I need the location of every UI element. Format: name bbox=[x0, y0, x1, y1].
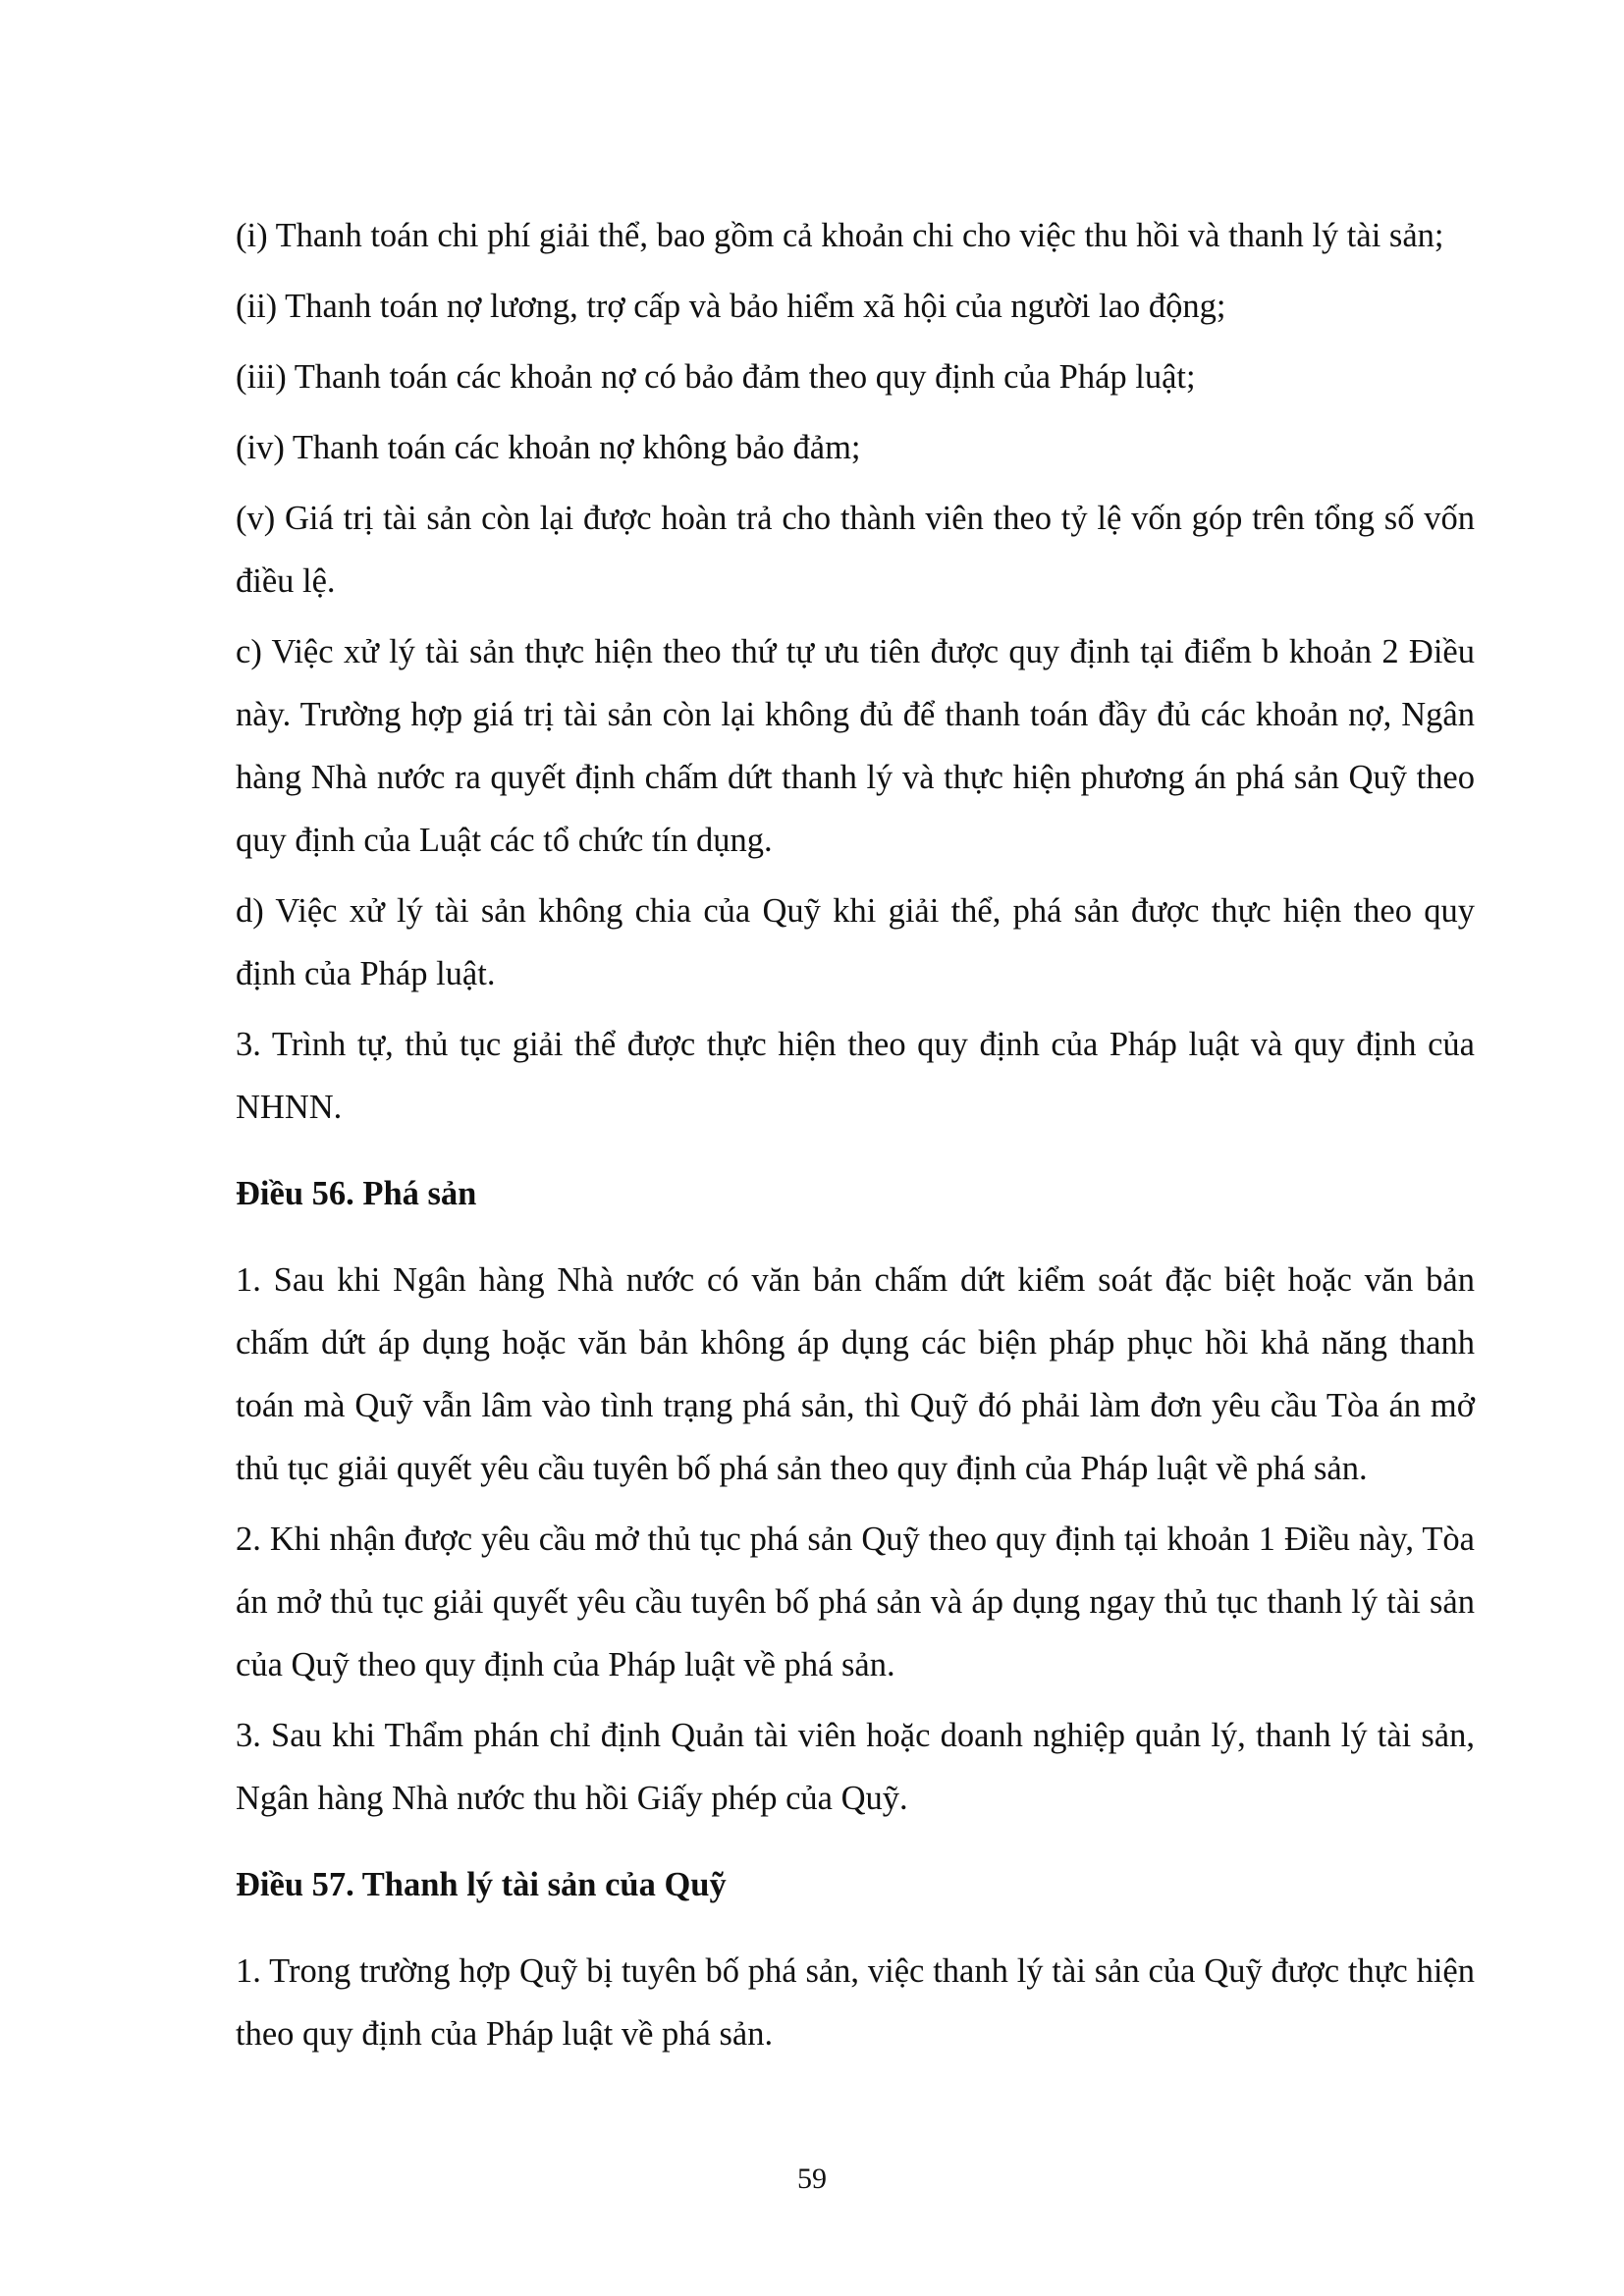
paragraph-payment-ii: (ii) Thanh toán nợ lương, trợ cấp và bảo hiểm xã hội của người lao động; bbox=[236, 288, 1226, 325]
paragraph-payment-v: (v) Giá trị tài sản còn lại được hoàn trả cho thành viên theo tỷ lệ vốn góp trên tổng số vốn điều lệ. bbox=[236, 500, 1475, 600]
document-body bbox=[236, 204, 1475, 2073]
article-56-clause-1: 1. Sau khi Ngân hàng Nhà nước có văn bản chấm dứt kiểm soát đặc biệt hoặc văn bản chấm dứt áp dụng hoặc văn bản không áp dụng các biện pháp phục hồi khả năng thanh toán mà Quỹ vẫn lâm vào tình trạng phá sản, thì Quỹ đó phải làm đơn yêu cầu Tòa án mở thủ tục giải quyết yêu cầu tuyên bố phá sản theo quy định của Pháp luật về phá sản. bbox=[236, 1261, 1475, 1487]
paragraph-payment-i: (i) Thanh toán chi phí giải thể, bao gồm cả khoản chi cho việc thu hồi và thanh lý tài sản; bbox=[236, 217, 1444, 254]
paragraph-clause-3: 3. Trình tự, thủ tục giải thể được thực hiện theo quy định của Pháp luật và quy định của NHNN. bbox=[236, 1026, 1475, 1126]
paragraph-point-c: c) Việc xử lý tài sản thực hiện theo thứ tự ưu tiên được quy định tại điểm b khoản 2 Điều này. Trường hợp giá trị tài sản còn lại không đủ để thanh toán đầy đủ các khoản nợ, Ngân hàng Nhà nước ra quyết định chấm dứt thanh lý và thực hiện phương án phá sản Quỹ theo quy định của Luật các tổ chức tín dụng. bbox=[236, 633, 1475, 859]
article-56-clause-2: 2. Khi nhận được yêu cầu mở thủ tục phá sản Quỹ theo quy định tại khoản 1 Điều này, Tòa án mở thủ tục giải quyết yêu cầu tuyên bố phá sản và áp dụng ngay thủ tục thanh lý tài sản của Quỹ theo quy định của Pháp luật về phá sản. bbox=[236, 1521, 1475, 1683]
paragraph-payment-iv: (iv) Thanh toán các khoản nợ không bảo đảm; bbox=[236, 429, 861, 466]
page-number: 59 bbox=[797, 2163, 827, 2195]
article-56-clause-3: 3. Sau khi Thẩm phán chỉ định Quản tài viên hoặc doanh nghiệp quản lý, thanh lý tài sản, Ngân hàng Nhà nước thu hồi Giấy phép của Quỹ. bbox=[236, 1717, 1475, 1817]
paragraph-point-d: d) Việc xử lý tài sản không chia của Quỹ khi giải thể, phá sản được thực hiện theo quy định của Pháp luật. bbox=[236, 892, 1475, 992]
article-57-heading: Điều 57. Thanh lý tài sản của Quỹ bbox=[236, 1866, 727, 1903]
paragraph-payment-iii: (iii) Thanh toán các khoản nợ có bảo đảm theo quy định của Pháp luật; bbox=[236, 358, 1196, 396]
article-56-heading: Điều 56. Phá sản bbox=[236, 1175, 477, 1212]
article-57-clause-1: 1. Trong trường hợp Quỹ bị tuyên bố phá sản, việc thanh lý tài sản của Quỹ được thực hiện theo quy định của Pháp luật về phá sản. bbox=[236, 1952, 1475, 2053]
